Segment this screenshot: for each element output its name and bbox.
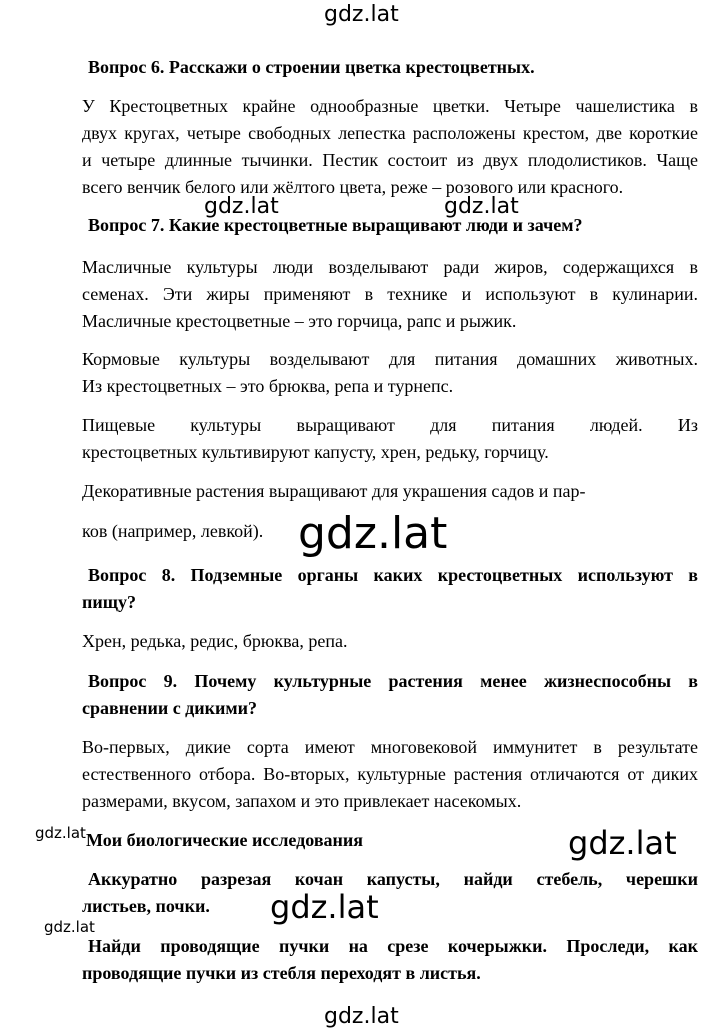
question-9-title-line-2: сравнении с дикими? (82, 698, 258, 718)
q7-p4-line-2: ков (например, левкой). (82, 521, 264, 541)
q7-p1-line-2: семенах. Эти жиры применяют в технике и используют в кулинарии. (82, 284, 698, 304)
q6-line-4: всего венчик белого или жёлтого цвета, реже – розового или красного. (82, 177, 624, 197)
q6-line-2: двух кругах, четыре свободных лепестка расположены крестом, две короткие (82, 123, 698, 143)
q7-p3-line-1: Пищевые культуры выращивают для питания людей. Из (82, 415, 698, 435)
question-7-title: Вопрос 7. Какие крестоцветные выращивают люди и зачем? (88, 215, 583, 235)
watermark-bottom: gdz.lat (324, 1004, 399, 1029)
q7-p1-line-1: Масличные культуры люди возделывают ради жиров, содержащихся в (82, 257, 698, 277)
q7-p3-line-2: крестоцветных культивируют капусту, хрен, редьку, горчицу. (82, 442, 549, 462)
question-8-title-line-1: Вопрос 8. Подземные органы каких крестоцветных используют в (88, 565, 698, 585)
research-title: Мои биологические исследования (86, 830, 364, 850)
question-8-title-line-2: пищу? (82, 592, 136, 612)
watermark-top: gdz.lat (324, 2, 399, 27)
question-9-title-line-1: Вопрос 9. Почему культурные растения менее жизнеспособны в (88, 671, 698, 691)
watermark-mid-left: gdz.lat (204, 194, 279, 219)
q9-line-3: размерами, вкусом, запахом и это привлекает насекомых. (82, 791, 522, 811)
q6-line-1: У Крестоцветных крайне однообразные цветки. Четыре чашелистика в (82, 96, 698, 116)
research-task-2-line-1: Найди проводящие пучки на срезе кочерыжки. Проследи, как (88, 936, 698, 956)
q7-p2-line-1: Кормовые культуры возделывают для питания домашних животных. (82, 349, 698, 369)
watermark-small-left: gdz.lat (35, 824, 86, 842)
watermark-right: gdz.lat (568, 824, 677, 862)
watermark-large: gdz.lat (298, 508, 448, 559)
research-task-1-line-1: Аккуратно разрезая кочан капусты, найди стебель, черешки (88, 869, 698, 889)
watermark-mid-right: gdz.lat (444, 194, 519, 219)
question-6-title: Вопрос 6. Расскажи о строении цветка крестоцветных. (88, 57, 535, 77)
q7-p4-line-1: Декоративные растения выращивают для украшения садов и пар- (82, 481, 586, 501)
q9-line-1: Во-первых, дикие сорта имеют многовековой иммунитет в результате (82, 737, 698, 757)
watermark-small-left-2: gdz.lat (44, 918, 95, 936)
q7-p1-line-3: Масличные крестоцветные – это горчица, рапс и рыжик. (82, 311, 517, 331)
q6-line-3: и четыре длинные тычинки. Пестик состоит из двух плодолистиков. Чаще (82, 150, 698, 170)
research-task-1-line-2: листьев, почки. (82, 896, 210, 916)
q7-p2-line-2: Из крестоцветных – это брюква, репа и турнепс. (82, 376, 454, 396)
q9-line-2: естественного отбора. Во-вторых, культурные растения отличаются от диких (82, 764, 698, 784)
q8-answer: Хрен, редька, редис, брюква, репа. (82, 631, 348, 651)
watermark-center: gdz.lat (270, 888, 379, 926)
research-task-2-line-2: проводящие пучки из стебля переходят в листья. (82, 963, 481, 983)
